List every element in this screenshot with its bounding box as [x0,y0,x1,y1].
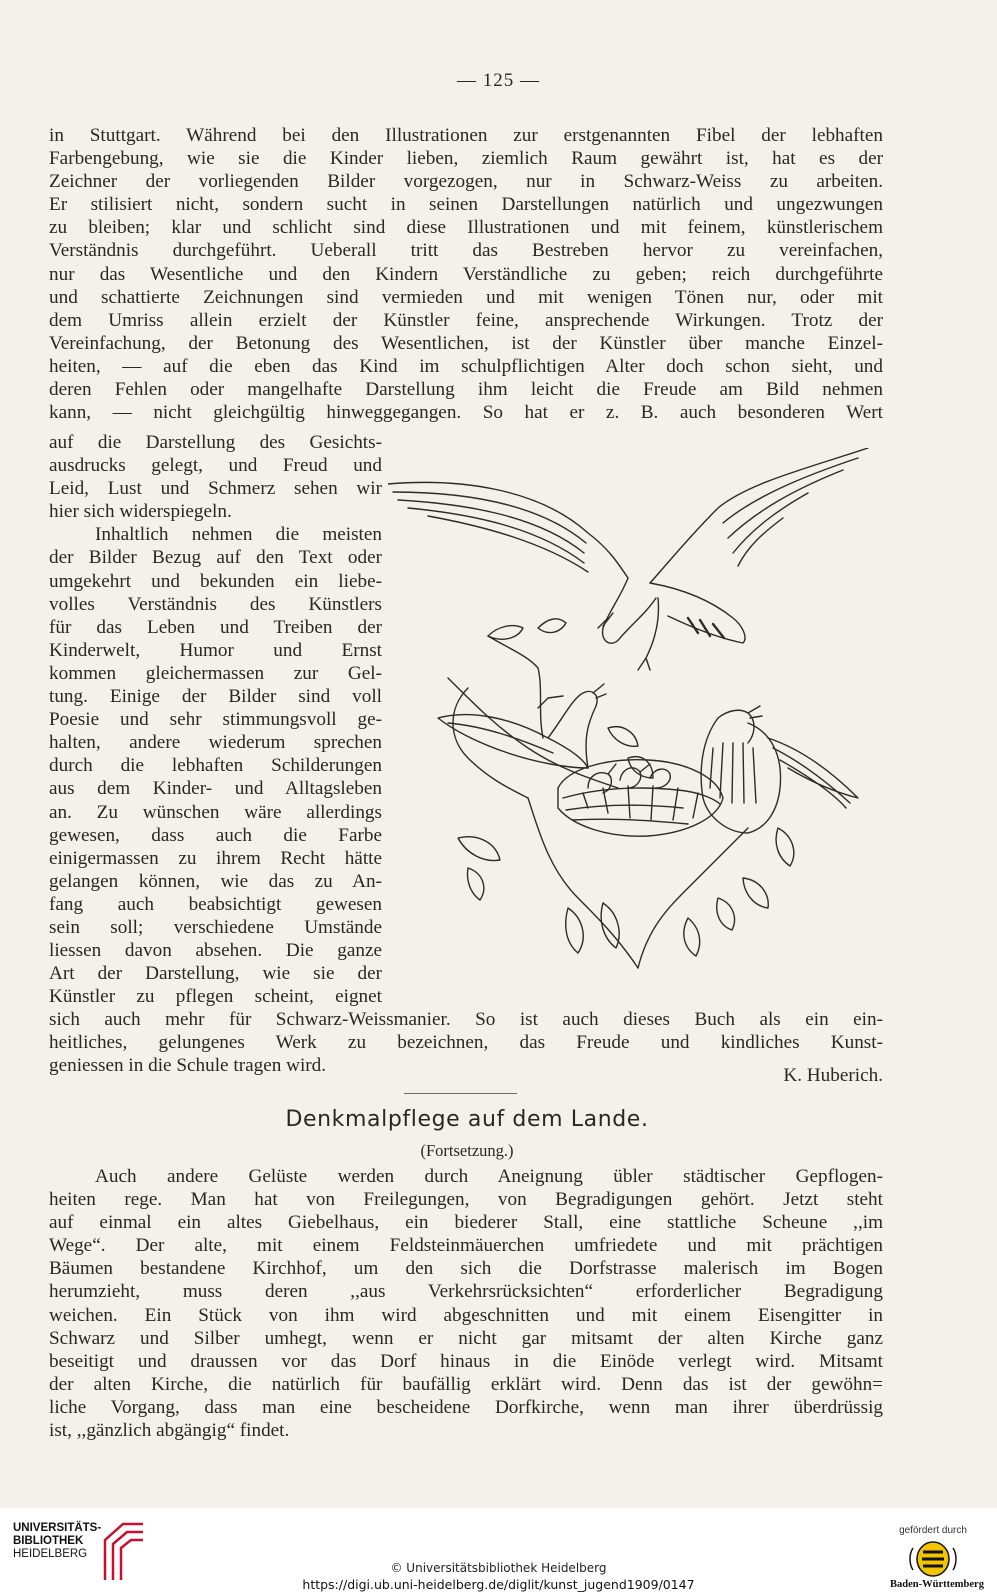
library-name-line: BIBLIOTHEK [13,1535,84,1547]
paragraph-narrow-column [49,431,382,1008]
article-subtitle: (Fortsetzung.) [420,1141,514,1160]
text-line: Er stilisiert nicht, sondern sucht in seinen Darstellungen natürlich und ungezwungen [49,194,883,216]
text-line: der Bilder Bezug auf den Text oder [49,547,382,569]
text-line: durch die lebhaften Schilderungen [49,755,382,777]
paragraph-conclusion [49,1008,883,1087]
text-line: liessen davon absehen. Die ganze [49,940,382,962]
text-line: auf einmal ein altes Giebelhaus, ein biederer Stall, eine stattliche Scheune ,,im [49,1212,883,1234]
text-line: volles Verständnis des Künstlers [49,593,382,615]
text-line: hier sich widerspiegeln. [49,501,232,523]
text-line: Art der Darstellung, wie sie der [49,963,382,985]
text-line: sich auch mehr für Schwarz-Weissmanier. So ist auch dieses Buch als ein ein- [49,1009,883,1030]
text-line: an. Zu wünschen wäre allerdings [49,801,382,823]
text-line: nur das Wesentliche und den Kindern Verständliche zu geben; reich durchgeführte [49,263,883,285]
text-line: Zeichner der vorliegenden Bilder vorgezogen, nur in Schwarz-Weiss zu arbeiten. [49,171,883,193]
text-line: Künstler zu pflegen scheint, eignet [49,986,382,1008]
text-line: und schattierte Zeichnungen sind vermieden und mit wenigen Tönen nur, oder mit [49,286,883,308]
text-line: der alten Kirche, die natürlich für baufällig erklärt wird. Denn das ist der gewöhn= [49,1373,883,1395]
text-line: zu bleiben; klar und schlicht sind diese Illustrationen und mit feinem, künstlerischem [49,217,883,239]
text-line: herumzieht, muss deren ,,aus Verkehrsrücksichten“ erforderlicher Begradigung [49,1281,883,1303]
text-line: umgekehrt und bekunden ein liebe- [49,570,382,592]
text-line: einigermassen zu ihrem Recht hätte [49,847,382,869]
text-line: heiten rege. Man hat von Freilegungen, von Begradigungen gehört. Jetzt steht [49,1189,883,1211]
library-name-line: HEIDELBERG [13,1548,88,1560]
text-line: gewesen, dass auch die Farbe [49,824,382,846]
text-line: Inhaltlich nehmen die meisten [95,524,382,546]
source-url[interactable]: https://digi.ub.uni-heidelberg.de/diglit/kunst_jugend1909/0147 [302,1577,695,1592]
text-line: in Stuttgart. Während bei den Illustrationen zur erstgenannten Fibel der lebhaften [49,125,883,146]
section-divider [404,1093,517,1094]
text-line: geniessen in die Schule tragen wird. [49,1055,327,1077]
text-line: Schwarz und Silber umhegt, wenn er nicht gar mitsamt der alten Kirche ganz [49,1327,883,1349]
text-line: halten, andere wiederum sprechen [49,732,382,754]
birds-nest-illustration [388,448,888,1003]
author-signature: K. Huberich. [783,1065,883,1087]
paragraph-intro [49,124,883,424]
text-line: Verständnis durchgeführt. Ueberall tritt das Bestreben hervor zu vereinfachen, [49,240,883,262]
text-line: Kinderwelt, Humor und Ernst [49,639,382,661]
text-line: dem Umriss allein erzielt der Künstler feine, ansprechende Wirkungen. Trotz der [49,309,883,331]
text-line: Leid, Lust und Schmerz sehen wir [49,478,382,500]
text-line: Farbengebung, wie sie die Kinder lieben, ziemlich Raum gewährt ist, hat es der [49,148,883,170]
text-line: Vereinfachung, der Betonung des Wesentlichen, ist der Künstler über manche Einzel- [49,332,883,354]
text-line: tung. Einige der Bilder sind voll [49,686,382,708]
text-line: kommen gleichermassen zur Gel- [49,662,382,684]
text-line: fang auch beabsichtigt gewesen [49,893,382,915]
text-line: deren Fehlen oder mangelhafte Darstellung ihm leicht die Freude am Bild nehmen [49,379,883,401]
text-line: Poesie und sehr stimmungsvoll ge- [49,709,382,731]
text-line: liche Vorgang, dass man eine bescheidene Dorfkirche, wenn man ihrer überdrüssig [49,1396,883,1418]
text-line: ausdrucks gelegt, und Freud und [49,455,382,477]
text-line: heitliches, gelungenes Werk zu bezeichnen, das Freude und kindliches Kunst- [49,1032,883,1054]
funded-by-label: gefördert durch [899,1525,967,1536]
text-line: ist, ,,gänzlich abgängig“ findet. [49,1420,290,1442]
baden-wuerttemberg-crest-icon[interactable] [905,1540,961,1578]
copyright-notice: © Universitätsbibliothek Heidelberg [390,1561,607,1575]
text-line: Wege“. Der alte, mit einem Feldsteinmäuerchen umfriedete und mit prächtigen [49,1235,883,1257]
article-title: Denkmalpflege auf dem Lande. [285,1107,649,1132]
text-line: gelangen können, wie das zu An- [49,870,382,892]
page-number: — 125 — [457,70,540,91]
text-line: weichen. Ein Stück von ihm wird abgeschnitten und mit einem Eisengitter in [49,1304,883,1326]
text-line: Auch andere Gelüste werden durch Aneignung übler städtischer Gepflogen- [95,1166,883,1187]
text-line: beseitigt und draussen vor das Dorf hinaus in die Einöde verlegt wird. Mitsamt [49,1350,883,1372]
text-line: Bäumen bestandene Kirchhof, um den sich die Dorfstrasse malerisch im Bogen [49,1258,883,1280]
funder-name: Baden-Württemberg [890,1579,984,1590]
paragraph-article [49,1165,883,1442]
text-line: kann, — nicht gleichgültig hinweggegangen. So hat er z. B. auch besonderen Wert [49,402,883,424]
text-line: sein soll; verschiedene Umstände [49,916,382,938]
library-name-line: UNIVERSITÄTS- [13,1522,102,1534]
text-line: auf die Darstellung des Gesichts- [49,432,382,453]
text-line: heiten, — auf die eben das Kind im schulpflichtigen Alter doch schon sieht, und [49,355,883,377]
text-line: für das Leben und Treiben der [49,616,382,638]
text-line: aus dem Kinder- und Alltagsleben [49,778,382,800]
